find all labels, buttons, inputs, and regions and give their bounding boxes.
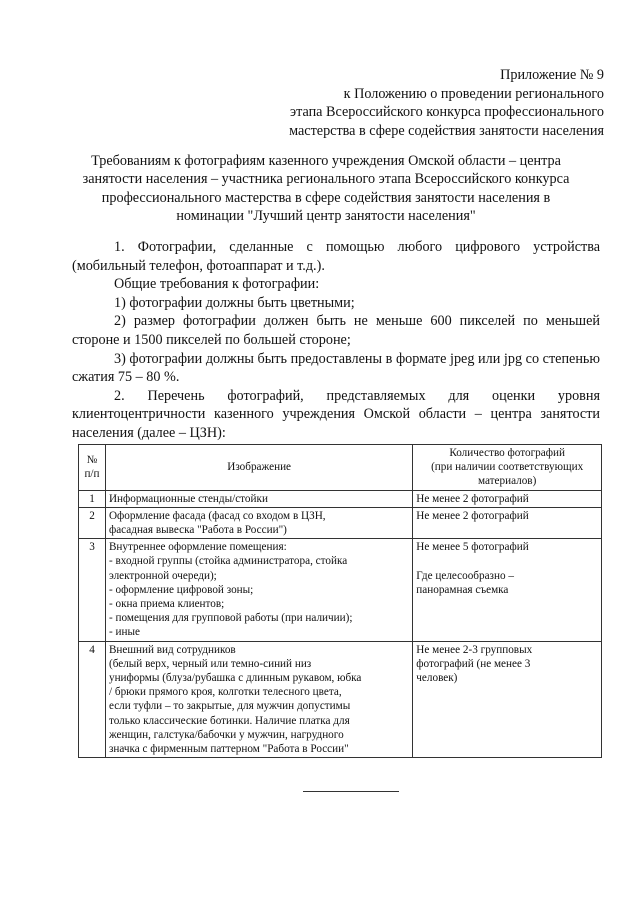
document-body (72, 238, 600, 443)
paragraph-list: 2. Перечень фотографий, представляемых для оценки уровня клиентоцентричности казенного учреждения Омской области – центра занятости населения (далее – ЦЗН): (72, 387, 600, 441)
cell-line: / брюки прямого кроя, колготки телесного цвета, (108, 686, 342, 699)
table-row (79, 539, 602, 641)
header-count (413, 445, 602, 491)
appendix-line: этапа Всероссийского конкурса профессионального (290, 104, 604, 121)
cell-line: Где целесообразно – (416, 569, 514, 582)
cell-line: Внешний вид сотрудников (108, 643, 236, 656)
paragraph-size: 2) размер фотографии должен быть не меньше 600 пикселей по меньшей стороне и 1500 пикселей по большей стороне; (72, 313, 600, 348)
row-count (413, 539, 602, 641)
cell-line: Не менее 2-3 групповых (416, 643, 533, 656)
appendix-line: Приложение № 9 (500, 67, 604, 83)
row-count (413, 641, 602, 758)
appendix-header (289, 66, 604, 140)
cell-line: человек) (416, 672, 458, 685)
cell-line: Информационные стенды/стойки (108, 492, 268, 505)
table-row (79, 490, 602, 507)
cell-line: панорамная съемка (416, 583, 509, 596)
cell-line: только классические ботинки. Наличие платка для (108, 714, 350, 727)
appendix-line: мастерства в сфере содействия занятости населения (289, 122, 604, 139)
row-image (105, 641, 412, 758)
row-image (105, 507, 412, 538)
paragraph-format: 3) фотографии должны быть предоставлены в формате jpeg или jpg со степенью сжатия 75 – 80 %. (72, 350, 600, 386)
cell-line: - входной группы (стойка администратора, стойка (108, 555, 348, 568)
header-count-line: (при наличии соответствующих (431, 461, 584, 474)
cell-line: Оформление фасада (фасад со входом в ЦЗН, (108, 509, 326, 522)
cell-line: электронной очереди); (108, 569, 217, 582)
closing-rule (303, 791, 399, 792)
cell-line: значка с фирменным паттерном "Работа в России" (108, 743, 349, 756)
table-row (79, 641, 602, 758)
row-num: 2 (79, 507, 106, 538)
title-line: Требованиям к фотографиям казенного учреждения Омской области – центра (91, 153, 561, 169)
header-count-line: материалов) (477, 475, 537, 488)
cell-line: если туфли – то закрытые, для мужчин допустимы (108, 700, 351, 713)
title-line: номинации "Лучший центр занятости населения" (176, 208, 476, 225)
row-count (413, 507, 602, 538)
cell-line: - иные (108, 626, 140, 639)
row-count (413, 490, 602, 507)
row-image (105, 539, 412, 641)
row-image (105, 490, 412, 507)
title-line: профессионального мастерства в сфере содействия занятости населения в (101, 189, 551, 206)
header-num-line: № (86, 454, 98, 467)
row-num: 4 (79, 641, 106, 758)
cell-line: (белый верх, черный или темно-синий низ (108, 657, 312, 670)
row-num: 1 (79, 490, 106, 507)
header-num-line: п/п (84, 468, 100, 481)
cell-line: Не менее 2 фотографий (416, 509, 529, 522)
cell-line: Внутреннее оформление помещения: (108, 541, 287, 554)
cell-line: Не менее 2 фотографий (416, 492, 529, 505)
paragraph-photos: 1. Фотографии, сделанные с помощью любого цифрового устройства (мобильный телефон, фотоаппарат и т.д.). (72, 239, 600, 274)
title-line: занятости населения – участника регионального этапа Всероссийского конкурса (82, 171, 570, 188)
table-row (79, 507, 602, 538)
paragraph-general-requirements: Общие требования к фотографии: (114, 276, 320, 293)
header-num (79, 445, 106, 491)
cell-line: Не менее 5 фотографий (416, 541, 529, 554)
cell-line: - оформление цифровой зоны; (108, 583, 254, 596)
cell-line: фасадная вывеска "Работа в России") (108, 524, 287, 537)
photo-requirements-table (78, 444, 602, 758)
cell-line: фотографий (не менее 3 (416, 657, 531, 670)
paragraph-color: 1) фотографии должны быть цветными; (114, 294, 355, 311)
document-title (60, 152, 592, 226)
cell-line: униформы (блуза/рубашка с длинным рукавом, юбка (108, 672, 362, 685)
table-header-row (79, 445, 602, 491)
cell-line: - окна приема клиентов; (108, 598, 225, 611)
cell-line: женщин, галстука/бабочки у мужчин, нагрудного (108, 728, 344, 741)
header-image: Изображение (105, 445, 412, 491)
cell-line: - помещения для групповой работы (при наличии); (108, 612, 353, 625)
header-count-line: Количество фотографий (449, 447, 565, 459)
appendix-line: к Положению о проведении регионального (343, 85, 604, 102)
spacer (416, 554, 598, 568)
row-num: 3 (79, 539, 106, 641)
